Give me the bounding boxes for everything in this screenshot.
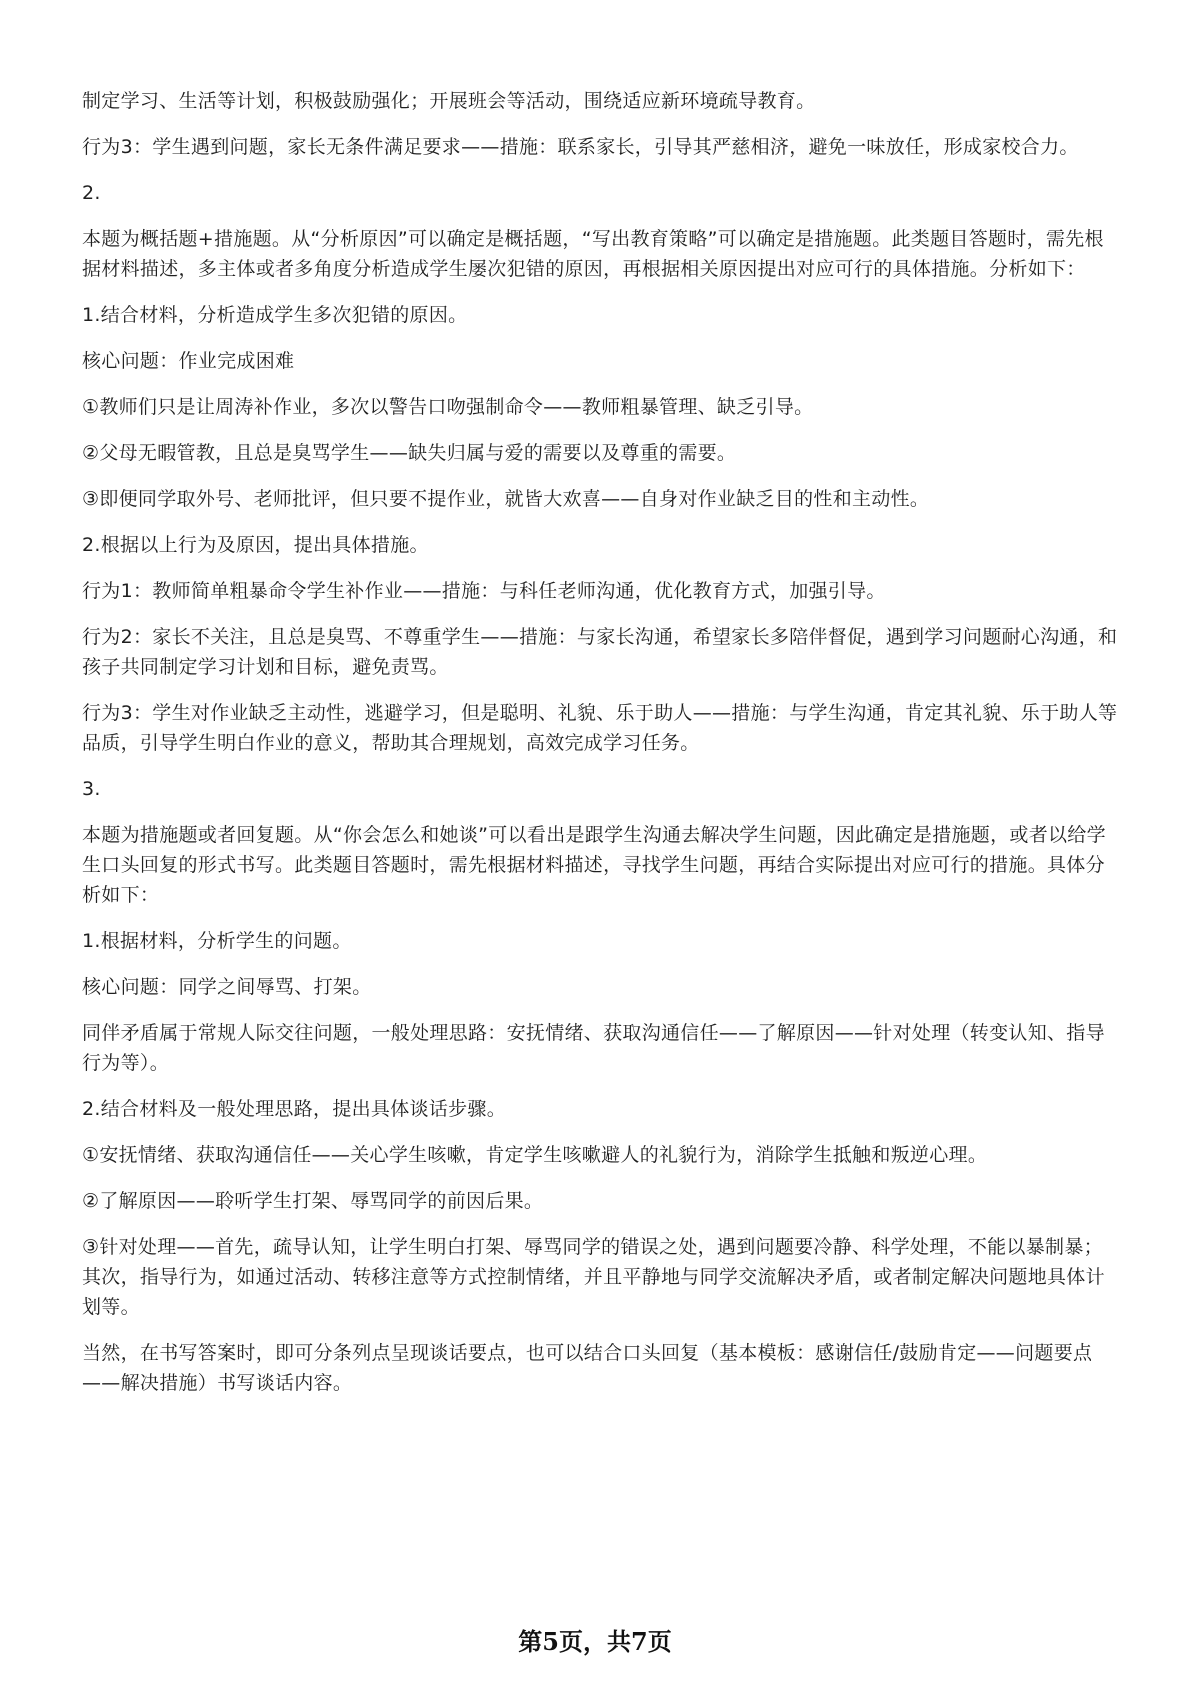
- paragraph: 核心问题：同学之间辱骂、打架。: [82, 976, 372, 998]
- page-number-footer: 第5页，共7页: [518, 1627, 672, 1656]
- paragraph: 2.根据以上行为及原因，提出具体措施。: [82, 534, 429, 556]
- paragraph: 本题为概括题+措施题。从“分析原因”可以确定是概括题，“写出教育策略”可以确定是措施题。此类题目答题时，需先根据材料描述，多主体或者多角度分析造成学生屡次犯错的原因，再根据相关原因提出对应可行的具体措施。分析如下：: [82, 228, 1104, 280]
- paragraph: 行为1：教师简单粗暴命令学生补作业——措施：与科任老师沟通，优化教育方式，加强引导。: [82, 580, 886, 602]
- paragraph: 制定学习、生活等计划，积极鼓励强化；开展班会等活动，围绕适应新环境疏导教育。: [82, 90, 816, 112]
- paragraph: ②了解原因——聆听学生打架、辱骂同学的前因后果。: [82, 1190, 544, 1212]
- section-number: 3.: [82, 778, 101, 800]
- paragraph: 行为2：家长不关注，且总是臭骂、不尊重学生——措施：与家长沟通，希望家长多陪伴督促，遇到学习问题耐心沟通，和孩子共同制定学习计划和目标，避免责骂。: [82, 626, 1118, 678]
- paragraph: 1.根据材料，分析学生的问题。: [82, 930, 352, 952]
- document-body: [82, 86, 1122, 1414]
- paragraph: 核心问题：作业完成困难: [82, 350, 295, 372]
- paragraph: ①安抚情绪、获取沟通信任——关心学生咳嗽，肯定学生咳嗽避人的礼貌行为，消除学生抵触和叛逆心理。: [82, 1144, 988, 1166]
- paragraph: 当然，在书写答案时，即可分条列点呈现谈话要点，也可以结合口头回复（基本模板：感谢信任/鼓励肯定——问题要点——解决措施）书写谈话内容。: [82, 1342, 1093, 1394]
- paragraph: ①教师们只是让周涛补作业，多次以警告口吻强制命令——教师粗暴管理、缺乏引导。: [82, 396, 814, 418]
- paragraph: 同伴矛盾属于常规人际交往问题，一般处理思路：安抚情绪、获取沟通信任——了解原因——针对处理（转变认知、指导行为等）。: [82, 1022, 1105, 1074]
- paragraph: ③即便同学取外号、老师批评，但只要不提作业，就皆大欢喜——自身对作业缺乏目的性和主动性。: [82, 488, 930, 510]
- paragraph: 2.结合材料及一般处理思路，提出具体谈话步骤。: [82, 1098, 507, 1120]
- paragraph: ②父母无暇管教，且总是臭骂学生——缺失归属与爱的需要以及尊重的需要。: [82, 442, 737, 464]
- section-number: 2.: [82, 182, 101, 204]
- paragraph: ③针对处理——首先，疏导认知，让学生明白打架、辱骂同学的错误之处，遇到问题要冷静、科学处理，不能以暴制暴；其次，指导行为，如通过活动、转移注意等方式控制情绪，并且平静地与同学交流解决矛盾，或者制定解决问题地具体计划等。: [82, 1236, 1105, 1318]
- paragraph: 行为3：学生遇到问题，家长无条件满足要求——措施：联系家长，引导其严慈相济，避免一味放任，形成家校合力。: [82, 136, 1079, 158]
- paragraph: 本题为措施题或者回复题。从“你会怎么和她谈”可以看出是跟学生沟通去解决学生问题，因此确定是措施题，或者以给学生口头回复的形式书写。此类题目答题时，需先根据材料描述，寻找学生问题，再结合实际提出对应可行的措施。具体分析如下：: [82, 824, 1106, 906]
- paragraph: 行为3：学生对作业缺乏主动性，逃避学习，但是聪明、礼貌、乐于助人——措施：与学生沟通，肯定其礼貌、乐于助人等品质，引导学生明白作业的意义，帮助其合理规划，高效完成学习任务。: [82, 702, 1118, 754]
- paragraph: 1.结合材料，分析造成学生多次犯错的原因。: [82, 304, 468, 326]
